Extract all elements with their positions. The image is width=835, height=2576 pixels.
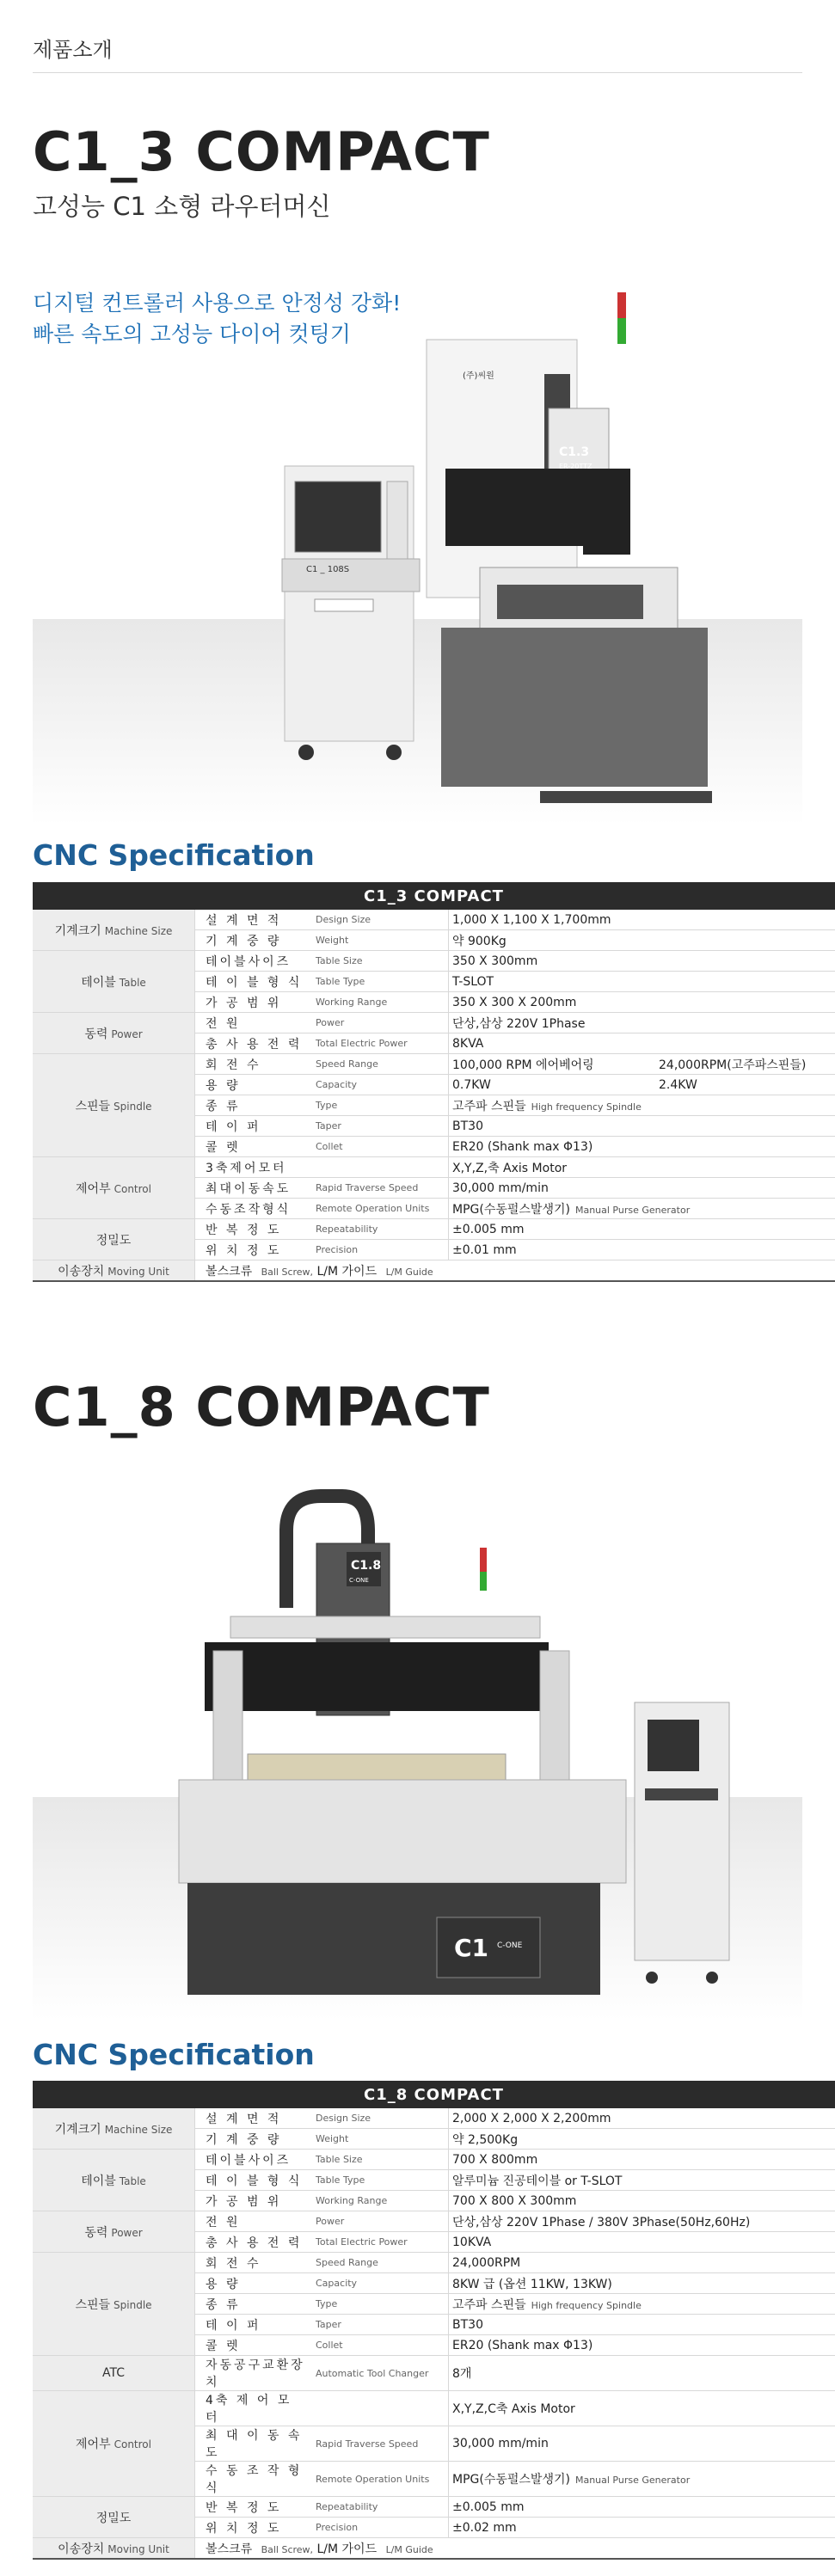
base-logo-sub: C-ONE — [497, 1941, 523, 1950]
spec-item: 자동공구교환장치 — [195, 2356, 313, 2391]
spec-value: X,Y,Z,C축 Axis Motor — [449, 2391, 835, 2426]
spec-value: 350 X 300 X 200mm — [449, 992, 835, 1013]
spec-item: 수 동 조 작 형 식 — [195, 2462, 313, 2497]
product-title-c1-8: C1_8 COMPACT — [33, 1376, 490, 1438]
spec-value-b: 2.4KW — [659, 1077, 697, 1092]
cat-label: 이송장치 — [58, 1264, 105, 1279]
spec-value: 10KVA — [449, 2232, 835, 2253]
spec-item: 가 공 범 위 — [195, 2191, 313, 2211]
spec-item-en — [312, 1157, 449, 1178]
spec-value-a: 고주파 스핀들 — [452, 1099, 526, 1113]
spec-value-a: MPG(수동펄스발생기) — [452, 1202, 570, 1217]
spec-item: 총 사 용 전 력 — [195, 2232, 313, 2253]
page-title: 제품소개 — [33, 38, 113, 62]
spec-item-en: Automatic Tool Changer — [312, 2356, 449, 2391]
cat-label-en: Control — [114, 1182, 151, 1195]
spec-item: 테 이 퍼 — [195, 2315, 313, 2335]
spec-item-en: Precision — [312, 2518, 449, 2538]
spec-item: 설 계 면 적 — [195, 2108, 313, 2129]
cat-label: 정밀도 — [95, 2511, 132, 2525]
spec-item-en: Collet — [312, 2335, 449, 2356]
spec-item: 테 이 블 형 식 — [195, 2170, 313, 2191]
spec-item: 전 원 — [195, 1013, 313, 1033]
spec-item: 테이블사이즈 — [195, 951, 313, 972]
cat-label-en: Moving Unit — [107, 2542, 169, 2555]
spec-item-en: Weight — [312, 930, 449, 951]
spec-item: 4축 제 어 모 터 — [195, 2391, 313, 2426]
spec-value — [449, 1075, 835, 1095]
spec-item-en: Speed Range — [312, 2253, 449, 2273]
spec-value: ER20 (Shank max Φ13) — [449, 2335, 835, 2356]
spec-item: 종 류 — [195, 2294, 313, 2315]
moving-unit-value — [195, 1260, 835, 1282]
cat-label: 정밀도 — [95, 1233, 132, 1248]
spec-value: 700 X 800 X 300mm — [449, 2191, 835, 2211]
spec-value: 30,000 mm/min — [449, 1178, 835, 1199]
logo-text: (주)씨원 — [463, 371, 494, 381]
cat-label-en: Spindle — [114, 1100, 152, 1113]
spec-value: 8KW 급 (옵션 11KW, 13KW) — [449, 2273, 835, 2294]
spec-table-c1-8 — [33, 2081, 835, 2560]
spec-value: ±0.01 mm — [449, 1240, 835, 1260]
spec-value: 약 900Kg — [449, 930, 835, 951]
spec-item-en: Remote Operation Units — [312, 1199, 449, 1219]
spec-item: 설 계 면 적 — [195, 910, 313, 930]
spec-item-en: Taper — [312, 2315, 449, 2335]
cat-label: 동력 — [84, 1027, 108, 1041]
ball-screw-en: Ball Screw, — [261, 1266, 314, 1278]
spec-model-c1-8: C1_8 COMPACT — [33, 2081, 835, 2108]
spec-item: 종 류 — [195, 1095, 313, 1116]
spec-item: 전 원 — [195, 2211, 313, 2232]
spec-header-row — [33, 882, 835, 910]
spec-heading-c1-3: CNC Specification — [33, 838, 315, 872]
spec-item-en: Working Range — [312, 992, 449, 1013]
spec-value: ±0.02 mm — [449, 2518, 835, 2538]
cat-label: 기계크기 — [54, 923, 101, 938]
spec-item-en: Rapid Traverse Speed — [312, 2426, 449, 2462]
cat-label: 테이블 — [81, 2174, 116, 2188]
spec-item: 반 복 정 도 — [195, 2497, 313, 2518]
spec-item-en: Capacity — [312, 2273, 449, 2294]
machine-label-c1-8: C1.8 — [351, 1559, 382, 1573]
cat-label: 스핀들 — [75, 2297, 111, 2312]
spec-value: 1,000 X 1,100 X 1,700mm — [449, 910, 835, 930]
tagline-line-2: 빠른 속도의 고성능 다이어 컷팅기 — [33, 322, 351, 347]
spec-note: High frequency Spindle — [531, 2299, 642, 2311]
spec-item-en: Working Range — [312, 2191, 449, 2211]
product-subtitle: 고성능 C1 소형 라우터머신 — [33, 192, 331, 221]
spec-value: 30,000 mm/min — [449, 2426, 835, 2462]
lm-guide-en: L/M Guide — [385, 1266, 433, 1278]
ball-screw: 볼스크류 — [206, 2542, 253, 2556]
cat-label-en: Table — [119, 2174, 146, 2187]
spec-item: 테 이 블 형 식 — [195, 972, 313, 992]
ball-screw-en: Ball Screw, — [261, 2543, 314, 2555]
spec-value: 알루미늄 진공테이블 or T-SLOT — [449, 2170, 835, 2191]
spec-value: 단상,삼상 220V 1Phase — [449, 1013, 835, 1033]
spec-item-en: Weight — [312, 2129, 449, 2150]
lm-guide-en: L/M Guide — [385, 2543, 433, 2555]
cat-label-en: Machine Size — [104, 2123, 173, 2136]
spec-heading-c1-8: CNC Specification — [33, 2038, 315, 2071]
spec-value: X,Y,Z,축 Axis Motor — [449, 1157, 835, 1178]
spec-item: 위 치 정 도 — [195, 2518, 313, 2538]
spec-item-en: Speed Range — [312, 1054, 449, 1075]
spec-item: 콜 렛 — [195, 2335, 313, 2356]
spec-item: 용 량 — [195, 2273, 313, 2294]
spec-value: ±0.005 mm — [449, 2497, 835, 2518]
machine-sub-c1-3: ER-20TTZ — [559, 463, 592, 470]
controller-label: C1 _ 108S — [306, 565, 350, 574]
spec-value: ±0.005 mm — [449, 1219, 835, 1240]
cat-label-en: Moving Unit — [107, 1265, 169, 1278]
tagline-line-1: 디지털 컨트롤러 사용으로 안정성 강화! — [33, 291, 402, 316]
lm-guide: L/M 가이드 — [316, 2542, 378, 2556]
spec-item: 기 계 중 량 — [195, 2129, 313, 2150]
spec-item: 반 복 정 도 — [195, 1219, 313, 1240]
cat-label-en: Control — [114, 2438, 151, 2450]
cat-label: 스핀들 — [75, 1099, 111, 1113]
spec-value-a: 고주파 스핀들 — [452, 2297, 526, 2312]
cat-label-en: Machine Size — [104, 924, 173, 937]
spec-item-en: Power — [312, 2211, 449, 2232]
spec-value: 350 X 300mm — [449, 951, 835, 972]
spec-item-en: Total Electric Power — [312, 1033, 449, 1054]
cat-label: 동력 — [84, 2225, 108, 2240]
spec-value — [449, 1199, 835, 1219]
spec-value — [449, 2462, 835, 2497]
machine-label-c1-3: C1.3 — [559, 445, 590, 459]
cat-label-en: Power — [111, 2226, 143, 2239]
cat-label: 제어부 — [76, 1181, 111, 1196]
base-logo-c1: C1 — [454, 1934, 489, 1962]
cat-label-en: Spindle — [114, 2298, 152, 2311]
spec-item-en: Table Size — [312, 2150, 449, 2170]
spec-value — [449, 2294, 835, 2315]
spec-item: 가 공 범 위 — [195, 992, 313, 1013]
spec-item: 총 사 용 전 력 — [195, 1033, 313, 1054]
machine-image-c1-3 — [33, 275, 802, 825]
spec-value-a: MPG(수동펄스발생기) — [452, 2473, 570, 2487]
spec-item: 기 계 중 량 — [195, 930, 313, 951]
spec-item-en: Power — [312, 1013, 449, 1033]
spec-item: 위 치 정 도 — [195, 1240, 313, 1260]
product-title-c1-3: C1_3 COMPACT — [33, 120, 490, 183]
ball-screw: 볼스크류 — [206, 1264, 253, 1279]
cat-label-en: Power — [111, 1027, 143, 1040]
spec-item-en: Table Size — [312, 951, 449, 972]
spec-value: ER20 (Shank max Φ13) — [449, 1137, 835, 1157]
spec-item: 3축제어모터 — [195, 1157, 313, 1178]
spec-item-en: Collet — [312, 1137, 449, 1157]
spec-item-en: Rapid Traverse Speed — [312, 1178, 449, 1199]
spec-value: 700 X 800mm — [449, 2150, 835, 2170]
spec-item-en: Capacity — [312, 1075, 449, 1095]
spec-item: 테 이 퍼 — [195, 1116, 313, 1137]
spec-item: 최대이동속도 — [195, 1178, 313, 1199]
lm-guide: L/M 가이드 — [316, 1264, 378, 1279]
spec-item-en: Total Electric Power — [312, 2232, 449, 2253]
spec-item-en: Table Type — [312, 972, 449, 992]
spec-item: 최 대 이 동 속 도 — [195, 2426, 313, 2462]
spec-item-en: Taper — [312, 1116, 449, 1137]
spec-item: 회 전 수 — [195, 1054, 313, 1075]
spec-value: 약 2,500Kg — [449, 2129, 835, 2150]
spec-item-en: Design Size — [312, 2108, 449, 2129]
spec-value: BT30 — [449, 2315, 835, 2335]
spec-note: High frequency Spindle — [531, 1101, 642, 1113]
spec-item: 회 전 수 — [195, 2253, 313, 2273]
cat-label-en: Table — [119, 976, 146, 989]
spec-item-en: Repeatability — [312, 2497, 449, 2518]
spec-header-row — [33, 2081, 835, 2108]
spec-item: 용 량 — [195, 1075, 313, 1095]
spec-value: 단상,삼상 220V 1Phase / 380V 3Phase(50Hz,60Hz) — [449, 2211, 835, 2232]
spec-table-c1-3 — [33, 882, 835, 1282]
spec-item: 테이블사이즈 — [195, 2150, 313, 2170]
spec-value — [449, 1054, 835, 1075]
spec-value-a: 0.7KW — [452, 1077, 491, 1092]
spec-value: 8KVA — [449, 1033, 835, 1054]
spec-item-en: Repeatability — [312, 1219, 449, 1240]
spec-value: BT30 — [449, 1116, 835, 1137]
spec-value: 2,000 X 2,000 X 2,200mm — [449, 2108, 835, 2129]
cat-label: 기계크기 — [54, 2122, 101, 2137]
spec-item-en: Table Type — [312, 2170, 449, 2191]
spec-value: T-SLOT — [449, 972, 835, 992]
spec-item: 콜 렛 — [195, 1137, 313, 1157]
spec-item-en: Remote Operation Units — [312, 2462, 449, 2497]
spec-value — [449, 1095, 835, 1116]
spec-item-en: Design Size — [312, 910, 449, 930]
spec-item-en — [312, 2391, 449, 2426]
cat-label: 테이블 — [81, 975, 116, 990]
moving-unit-value — [195, 2538, 835, 2560]
spec-value: 24,000RPM — [449, 2253, 835, 2273]
cat-label: 제어부 — [76, 2438, 111, 2451]
spec-value-a: 100,000 RPM 에어베어링 — [452, 1058, 594, 1072]
cat-label: 이송장치 — [58, 2542, 105, 2556]
machine-sub-c1-8: C-ONE — [349, 1577, 369, 1584]
page-header — [33, 33, 802, 73]
spec-note: Manual Purse Generator — [574, 1204, 691, 1216]
machine-image-c1-8 — [33, 1462, 802, 2021]
spec-model-c1-3: C1_3 COMPACT — [33, 882, 835, 910]
spec-item-en: Type — [312, 1095, 449, 1116]
spec-value-b: 24,000RPM(고주파스핀들) — [659, 1058, 807, 1072]
spec-note: Manual Purse Generator — [574, 2475, 691, 2486]
spec-item-en: Precision — [312, 1240, 449, 1260]
cat-label: ATC — [102, 2366, 125, 2380]
spec-value: 8개 — [449, 2356, 835, 2391]
spec-item: 수동조작형식 — [195, 1199, 313, 1219]
spec-item-en: Type — [312, 2294, 449, 2315]
